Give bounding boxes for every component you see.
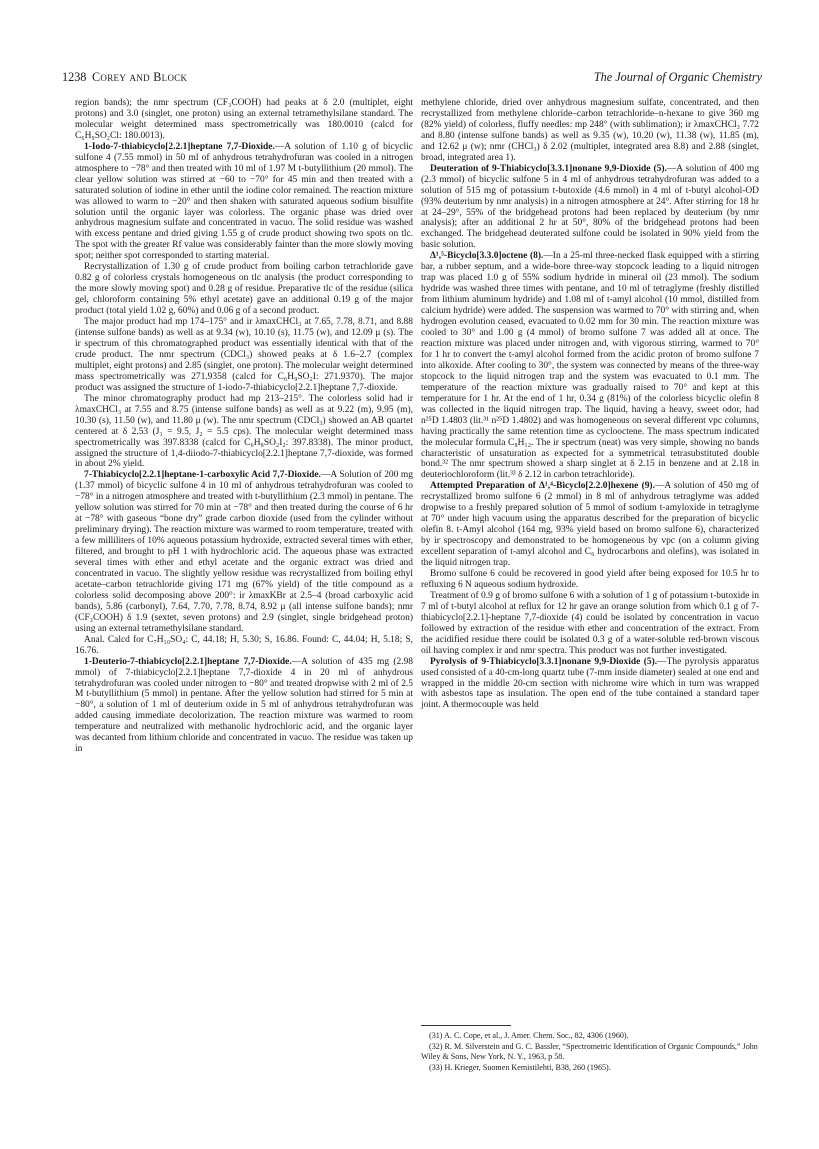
reference-item: (31) A. C. Cope, et al., J. Amer. Chem. Soc., 82, 4306 (1960). [429,1031,629,1040]
paragraph-text: —A Solution of 200 mg (1.37 mmol) of bicyclic sulfone 4 in 10 ml of anhydrous tetrahydrofuran was cooled to −78° in a nitrogen atmosphere and treated with t-butyllithium (2.3 mmol) in pentane. The yellow solution was stirred for 70 min at −78° and then treated during the course of 6 hr at −78° with gaseous “bone dry” grade carbon dioxide (used from the cylinder without preliminary drying). The reaction mixture was warmed to room temperature, treated with a few milliliters of 10% aqueous potassium hydroxide, extracted several times with ether, filtered, and brought to pH 1 with hydrochloric acid. The aqueous phase was extracted several times with ether and ethyl acetate and the organic extract was dried and concentrated in vacuo. The slightly yellow residue was recrystallized from boiling ethyl acetate–carbon tetrachloride giving 171 mg (67% yield) of the title compound as a colorless solid decomposing above 200°: ir λmaxKBr at 2.5–4 (broad carboxylic acid bands), 5.86 (carbonyl), 7.64, 7.70, 7.78, 8.74, 8.92 μ (all intense sulfone bands); nmr (CF₃COOH) δ 1.9 (sextet, seven protons) and 2.9 (singlet, single bridgehead proton) using an external tetramethylsilane standard. [75,470,413,634]
left-column [75,98,413,755]
paragraph-text: —A solution of 435 mg (2.98 mmol) of 7-thiabicyclo[2.2.1]heptane 7,7-dioxide 4 in 20 ml of anhydrous tetrahydrofuran was cooled under nitrogen to −80° and treated dropwise with 2 ml of 2.5 M t-butyllithium (5 mmol) in pentane. After the yellow solution had stirred for 5 min at −80°, a solution of 1 ml of deuterium oxide in 5 ml of anhydrous tetrahydrofuran was added causing immediate decolorization. The reaction mixture was warmed to room temperature and neutralized with methanolic hydrochloric acid, and the organic layer was decanted from lithium chloride and concentrated in vacuo. The residue was taken up in [75,656,413,755]
paragraph [421,481,759,569]
paragraph-text: The major product had mp 174–175° and ir λmaxCHCl₃ at 7.65, 7.78, 8.71, and 8.88 (intense sulfone bands) as well as at 9.34 (w), 10.10 (s), 11.75 (w), and 12.09 μ (s). The ir spectrum of this chromatographed product was essentially identical with that of the crude product. The nmr spectrum (CDCl₃) showed peaks at δ 1.6–2.7 (complex multiplet, eight protons) and 2.85 (singlet, one proton). The molecular weight determined mass spectrometrically was 271.9358 (calcd for C₆H₉SO₂I: 271.9370). The major product was assigned the structure of 1-iodo-7-thiabicyclo[2.2.1]heptane 7,7-dioxide. [75,317,413,393]
running-head: Corey and Block [92,70,188,84]
paragraph-text: The minor chromatography product had mp 213–215°. The colorless solid had ir λmaxCHCl₃ at 7.55 and 8.75 (intense sulfone bands) as well as at 9.22 (m), 9.95 (m), 10.30 (s), 11.50 (w), and 11.80 μ (w). The nmr spectrum (CDCl₃) showed an AB quartet centered at δ 2.53 (J₁ = 9.5, J₂ = 5.5 cps). The molecular weight determined mass spectrometrically was 397.8338 (calcd for C₆H₈SO₂I₂: 397.8338). The minor product, assigned the structure of 1,4-diiodo-7-thiabicyclo[2.2.1]heptane 7,7-dioxide, was formed in about 2% yield. [75,393,413,470]
section-heading: 1-Iodo-7-thiabicyclo[2.2.1]heptane 7,7-Dioxide. [84,141,275,152]
paragraph-text: —A solution of 450 mg of recrystallized bromo sulfone 6 (2 mmol) in 8 ml of anhydrous tetraglyme was added dropwise to a freshly prepared solution of 5 mmol of sodium t-amyloxide in tetraglyme at 70° under high vacuum using the apparatus described for the preparation of bicyclic olefin 8. t-Amyl alcohol (164 mg, 93% yield based on bromo sulfone 6), characterized by ir spectroscopy and demonstrated to be homogeneous by vpc (on a column giving excellent separation of t-amyl alcohol and C₆ hydrocarbons and olefins), was isolated in the liquid nitrogen trap. [421,481,759,569]
paragraph [421,569,759,591]
paragraph [421,98,759,164]
section-heading: Pyrolysis of 9-Thiabicyclo[3.3.1]nonane 9,9-Dioxide (5). [430,656,658,667]
paragraph [75,317,413,394]
paragraph [421,657,759,712]
paragraph-text: Recrystallization of 1.30 g of crude product from boiling carbon tetrachloride gave 0.82 g of colorless crystals homogeneous on tlc analysis (the product corresponding to the more slowly moving spot) and 0.28 g of residue. Preparative tlc of the residue (silica gel, chloroform containing 5% ethyl acetate) gave an additional 0.19 g of the major product (total yield 1.02 g, 60%) and 0.06 g of a second product. [75,262,413,317]
section-heading: Deuteration of 9-Thiabicyclo[3.3.1]nonane 9,9-Dioxide (5). [430,163,667,174]
section-heading: Δ¹,⁵-Bicyclo[3.3.0]octene (8). [430,251,544,262]
paragraph [421,251,759,481]
footnotes [421,1031,759,1073]
paragraph [421,164,759,252]
right-column [421,98,759,711]
paragraph-text: methylene chloride, dried over anhydrous magnesium sulfate, concentrated, and then recrystallized from methylene chloride–carbon tetrachloride–n-hexane to give 360 mg (82% yield) of colorless, fluffy needles: mp 248° (with sublimation); ir λmaxCHCl₃ 7.72 and 8.80 (intense sulfone bands) as well as 9.35 (w), 10.20 (w), 11.38 (w), 11.85 (m), and 12.62 μ (w); nmr (CHCl₃) δ 2.02 (multiplet, integrated area 8.8) and 2.88 (singlet, broad, integrated area 1). [421,98,759,163]
paragraph-text: —A solution of 400 mg (2.3 mmol) of bicyclic sulfone 5 in 4 ml of anhydrous tetrahydrofuran was added to a solution of 515 mg of potassium t-butoxide (4.6 mmol) in 4 ml of t-butyl alcohol-OD (93% deuterium by nmr analysis) in a nitrogen atmosphere at 24°. After stirring for 18 hr at 24–29°, 55% of the bridgehead protons had been replaced by deuterium (by nmr analysis); after an additional 2 hr at 50°, 80% of the bridgehead protons had been exchanged. The bridgehead deuterated sulfone could be isolated in 90% yield from the basic solution. [421,163,759,251]
section-heading: Attempted Preparation of Δ¹,⁴-Bicyclo[2.2.0]hexene (9). [430,481,655,492]
paragraph [75,470,413,634]
page-number: 1238 [62,70,87,84]
paragraph [75,657,413,756]
paragraph-text: Treatment of 0.9 g of bromo sulfone 6 with a solution of 1 g of potassium t-butoxide in 7 ml of t-butyl alcohol at reflux for 12 hr gave an orange solution from which 0.1 g of 7-thiabicyclo[2.2.1]-heptane 7,7-dioxide (4) could be isolated by concentration in vacuo followed by extraction of the residue with ether and concentration of the extract. From the acidified residue there could be isolated 0.3 g of a water-soluble red-brown viscous oil having complex ir and nmr spectra. This product was not further investigated. [421,590,759,656]
paragraph-text: —A solution of 1.10 g of bicyclic sulfone 4 (7.55 mmol) in 50 ml of anhydrous tetrahydrofuran was cooled in a nitrogen atmosphere to −78° and then treated with 10 ml of 1.97 M t-butyllithium (20 mmol). The clear yellow solution was stirred at −60 to −70° for 45 min and then treated with a saturated solution of iodine in ether until the iodine color remained. The reaction mixture was allowed to warm to −20° and then shaken with saturated aqueous sodium bisulfite solution until the organic layer was colorless. The organic phase was dried over anhydrous magnesium sulfate and concentrated in vacuo. The solid residue was washed with excess pentane and dried giving 1.55 g of crude product showing two spots on tlc. The spot with the greater Rf value was considerably fainter than the more slowly moving spot; neither spot corresponded to starting material. [75,141,413,262]
paragraph [75,142,413,262]
section-heading: 1-Deuterio-7-thiabicyclo[2.2.1]heptane 7,7-Dioxide. [84,656,292,667]
paragraph-text: Bromo sulfone 6 could be recovered in good yield after being exposed for 10.5 hr to refluxing 6 N aqueous sodium hydroxide. [421,568,759,590]
section-heading: 7-Thiabicyclo[2.2.1]heptane-1-carboxylic Acid 7,7-Dioxide. [84,470,321,481]
journal-title: The Journal of Organic Chemistry [593,70,762,84]
paragraph [421,591,759,657]
paragraph-text: —In a 25-ml three-necked flask equipped with a stirring bar, a rubber septum, and a wide-bore three-way stopcock leading to a liquid nitrogen trap was placed 1.0 g of 55% sodium hydride in mineral oil (23 mmol). The sodium hydride was washed three times with pentane, and 10 ml of tetraglyme (freshly distilled from lithium aluminum hydride) and 1.08 ml of t-amyl alcohol (10 mmol, distilled from calcium hydride) were added. The suspension was warmed to 70° with stirring and, when hydrogen evolution ceased, evacuated to 0.02 mm for 30 min. The reaction mixture was cooled to 30° and 1.00 g (4 mmol) of bromo sulfone 7 was added all at once. The reaction mixture was placed under nitrogen and, with vigorous stirring, warmed to 70° for 1 hr to convert the t-amyl alcohol formed from the acidic proton of bromo sulfone 7 into alkoxide. After cooling to 30°, the system was connected by means of the three-way stopcock to the liquid nitrogen trap and the system was evacuated to 0.1 mm. The temperature of the reaction mixture was gradually raised to 70° and kept at this temperature for 1 hr. At the end of 1 hr, 0.34 g (81%) of the colorless bicyclic olefin 8 was collected in the liquid nitrogen trap. The liquid, having a heavy, sweet odor, had n²⁵D 1.4803 (lit.³¹ n²⁵D 1.4802) and was homogeneous on several different vpc columns, having practically the same retention time as cyclooctene. The mass spectrum indicated the molecular formula C₈H₁₂. The ir spectrum (neat) was very simple, showing no bands characteristic of unsaturation as expected for a symmetrical tetrasubstituted double bond.³² The nmr spectrum showed a sharp singlet at δ 2.15 in benzene and at 2.18 in deuteriochloroform (lit.³³ δ 2.12 in carbon tetrachloride). [421,251,759,481]
paragraph [75,262,413,317]
reference-item: (32) R. M. Silverstein and G. C. Bassler, “Spectrometric Identification of Organic Compounds,” John Wiley & Sons, New York, N. Y., 1963, p 58. [421,1041,758,1062]
paragraph [75,98,413,142]
paragraph-text: region bands); the nmr spectrum (CF₃COOH) had peaks at δ 2.0 (multiplet, eight protons) and 3.0 (singlet, one proton) using an external tetramethylsilane standard. The molecular weight determined mass spectrometrically was 180.0010 (calcd for C₆H₉SO₂Cl: 180.0013). [75,98,413,141]
paragraph-text: Anal. Calcd for C₇H₁₀SO₄: C, 44.18; H, 5.30; S, 16.86. Found: C, 44.04; H, 5.18; S, 16.76. [75,634,413,656]
page-header [62,70,762,86]
reference-item: (33) H. Krieger, Suomen Kemistilehti, B38, 260 (1965). [429,1062,611,1072]
paragraph [75,394,413,471]
paragraph [75,635,413,657]
paragraph-text: —The pyrolysis apparatus used consisted of a 40-cm-long quartz tube (7-mm inside diameter) sealed at one end and wrapped in the middle 20-cm section with nichrome wire which in turn was wrapped with asbestos tape as insulation. The open end of the tube contained a standard taper joint. A thermocouple was held [421,656,759,711]
footnote-rule [421,1025,511,1026]
